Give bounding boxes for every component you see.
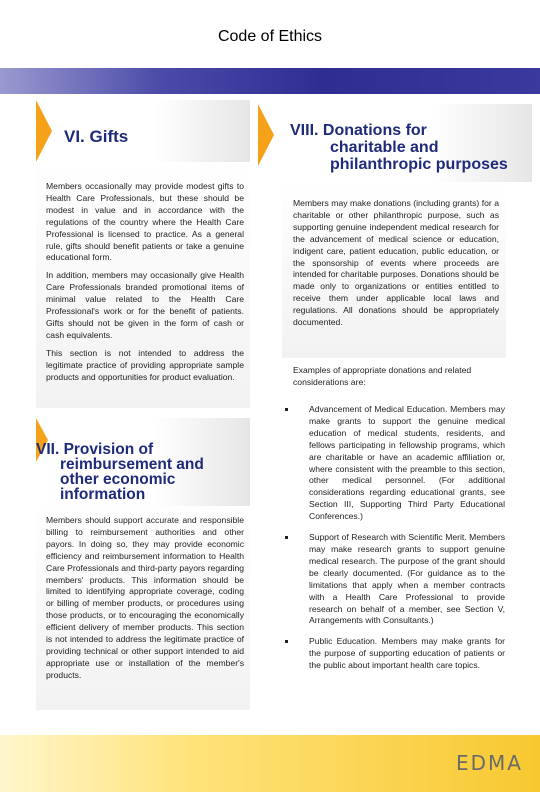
reimbursement-heading-line: VII. Provision of bbox=[36, 441, 154, 458]
bullet-icon bbox=[285, 640, 288, 643]
reimbursement-paragraph: Members should support accurate and responsible billing to reimbursement authorities and other payors. In doing so, they may provide economic efficiency and reimbursement information to Health Care Professionals and third-party payors regarding members' products. This information should be limited to identifying appropriate coverage, coding or billing of member products, or procedures using those products, or to encouraging the economically efficient delivery of member products. This section is not intended to address the legitimate practice of providing technical or other support intended to aid appropriate use or installation of the member's products. bbox=[46, 515, 244, 680]
gifts-accent-triangle bbox=[36, 100, 52, 162]
list-item: Support of Research with Scientific Merit. Members may make research grants to support genuine medical research. The purpose of the grant should be clearly documented. (For guidance as to the limitations that apply when a member contracts with a Health Care Professional to provide research on behalf of a member, see Section V, Arrangements with Consultants.) bbox=[285, 532, 505, 627]
donations-body bbox=[293, 198, 499, 335]
gifts-paragraph: This section is not intended to address the legitimate practice of providing appropriate sample products and opportunities for product evaluation. bbox=[46, 347, 244, 382]
donations-heading-line: VIII. Donations for bbox=[290, 122, 427, 139]
list-item: Advancement of Medical Education. Members may make grants to support the genuine medical education of medical students, residents, and fellows participating in fellowship programs, which are charitable or have an academic affiliation or, where consistent with the preamble to this section, other medical personnel. (For additional considerations regarding educational grants, see Section III, Supporting Third Party Educational Conferences.) bbox=[285, 404, 505, 523]
donations-examples-intro: Examples of appropriate donations and related considerations are: bbox=[293, 365, 472, 387]
donations-heading bbox=[290, 122, 508, 173]
donations-heading-line: charitable and bbox=[330, 139, 439, 156]
reimbursement-heading-line: reimbursement and bbox=[60, 456, 204, 473]
header-band bbox=[0, 68, 540, 94]
list-item: Public Education. Members may make grants for the purpose of supporting education of patients or the public about important health care topics. bbox=[285, 636, 505, 672]
gifts-heading: VI. Gifts bbox=[64, 127, 129, 146]
reimbursement-heading bbox=[36, 442, 204, 502]
logo bbox=[456, 750, 523, 776]
gifts-body bbox=[46, 181, 244, 390]
page-title: Code of Ethics bbox=[217, 28, 323, 45]
reimbursement-heading-line: information bbox=[60, 486, 146, 503]
donations-bullet-list bbox=[285, 404, 505, 681]
gifts-paragraph: Members occasionally may provide modest gifts to Health Care Professionals, but these should be modest in value and in accordance with the regulations of the country where the Health Care Professional is licensed to practice. As a general rule, gifts should benefit patients or take a genuine educational form. bbox=[46, 181, 244, 263]
gifts-paragraph: In addition, members may occasionally give Health Care Professionals branded promotional items of minimal value related to the Health Care Professional's work or for the benefit of patients. Gifts should not be given in the form of cash or cash equivalents. bbox=[46, 270, 244, 340]
bullet-icon bbox=[285, 536, 288, 539]
donations-accent-triangle bbox=[258, 104, 274, 166]
donations-paragraph: Members may make donations (including grants) for a charitable or other philanthropic purpose, such as supporting genuine independent medical research for the advancement of medical science or education, indigent care, patient education, public education, or the sponsorship of events where proceeds are intended for charitable purposes. Donations should be made only to organizations or entities entitled to receive them under applicable local laws and regulations. All donations should be appropriately documented. bbox=[293, 198, 499, 328]
bullet-icon bbox=[285, 408, 288, 411]
reimbursement-body bbox=[46, 515, 244, 688]
reimbursement-heading-line: other economic bbox=[60, 471, 176, 488]
donations-heading-line: philanthropic purposes bbox=[330, 156, 508, 173]
logo-text: EDMA bbox=[456, 751, 523, 775]
